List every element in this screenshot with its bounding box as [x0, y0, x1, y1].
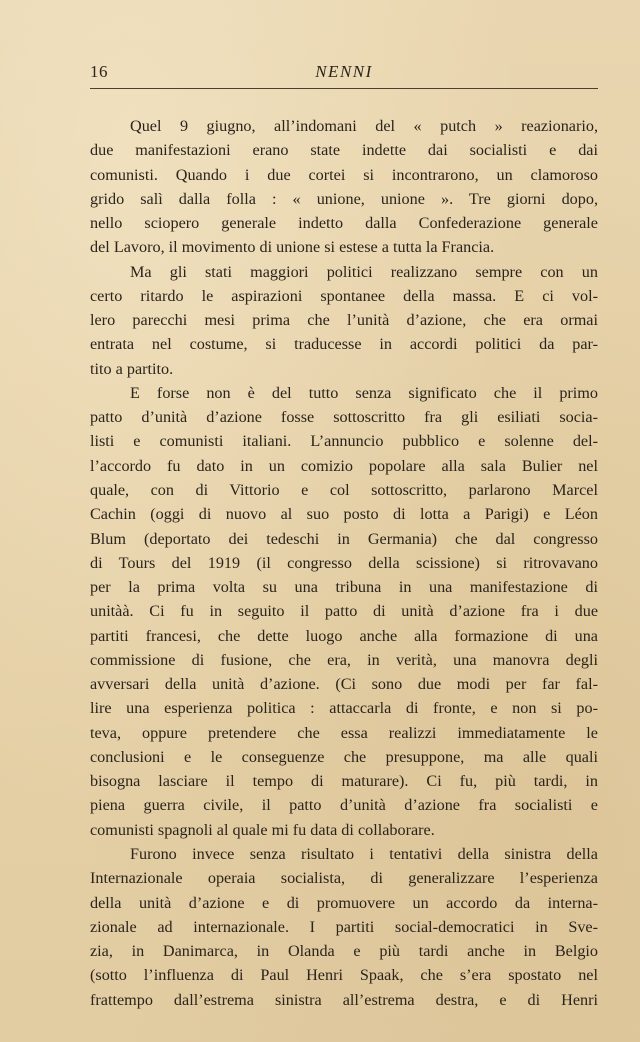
text-line: zionale ad internazionale. I partiti social-democratici in Sve-	[90, 917, 598, 936]
text-line: di Tours del 1919 (il congresso della scissione) si ritrovavano	[90, 553, 598, 572]
page-number: 16	[90, 62, 108, 81]
text-line: entrata nel costume, si traducesse in accordi politici da par-	[90, 335, 598, 354]
running-head	[90, 62, 598, 88]
text-line: piena guerra civile, il patto d’unità d’azione fra socialisti e	[90, 796, 598, 815]
text-line: tito a partito.	[90, 359, 174, 378]
text-line: partiti francesi, che dette luogo anche alla formazione di una	[90, 626, 598, 645]
text-line: (sotto l’influenza di Paul Henri Spaak, che s’era spostato nel	[90, 966, 598, 985]
text-line: l’accordo fu dato in un comizio popolare alla sala Bulier nel	[90, 456, 598, 475]
text-line: Internazionale operaia socialista, di generalizzare l’esperienza	[90, 869, 598, 888]
text-line: E forse non è del tutto senza significato che il primo	[130, 383, 598, 402]
text-line: comunisti spagnoli al quale mi fu data di collaborare.	[90, 820, 435, 839]
text-line: Cachin (oggi di nuovo al suo posto di lotta a Parigi) e Léon	[90, 505, 598, 524]
text-line: del Lavoro, il movimento di unione si estese a tutta la Francia.	[90, 238, 495, 257]
text-line: grido salì dalla folla : « unione, unione ». Tre giorni dopo,	[90, 189, 598, 208]
text-line: Blum (deportato dei tedeschi in Germania) che dal congresso	[90, 529, 598, 548]
text-line: commissione di fusione, che era, in verità, una manovra degli	[90, 650, 598, 669]
text-line: avversari della unità d’azione. (Ci sono due modi per far fal-	[90, 675, 598, 694]
text-line: due manifestazioni erano state indette dai socialisti e dai	[90, 141, 598, 160]
text-line: Ma gli stati maggiori politici realizzano sempre con un	[130, 262, 598, 281]
text-line: unitàà. Ci fu in seguito il patto di unità d’azione fra i due	[90, 602, 598, 621]
text-line: patto d’unità d’azione fosse sottoscritto fra gli esiliati socia-	[90, 408, 598, 427]
text-line: certo ritardo le aspirazioni spontanee della massa. E ci vol-	[90, 286, 598, 305]
text-line: listi e comunisti italiani. L’annuncio pubblico e solenne del-	[90, 432, 598, 451]
text-line: zia, in Danimarca, in Olanda e più tardi anche in Belgio	[90, 942, 598, 961]
text-line: della unità d’azione e di promuovere un accordo da interna-	[90, 893, 598, 912]
text-line: nello sciopero generale indetto dalla Confederazione generale	[90, 214, 598, 233]
text-line: teva, oppure pretendere che essa realizzi immediatamente le	[90, 723, 598, 742]
text-line: Furono invece senza risultato i tentativi della sinistra della	[130, 844, 598, 863]
text-line: bisogna lasciare il tempo di maturare). Ci fu, più tardi, in	[90, 772, 598, 791]
text-line: quale, con di Vittorio e col sottoscritto, parlarono Marcel	[90, 480, 598, 499]
text-line: frattempo dall’estrema sinistra all’estrema destra, e di Henri	[90, 990, 598, 1009]
text-line: Quel 9 giugno, all’indomani del « putch » reazionario,	[130, 117, 598, 135]
text-line: lero parecchi mesi prima che l’unità d’azione, che era ormai	[90, 311, 598, 330]
text-line: lire una esperienza politica : attaccarla di fronte, e non si po-	[90, 699, 598, 718]
text-line: conclusioni e le conseguenze che presuppone, ma alle quali	[90, 747, 598, 766]
body-text	[90, 114, 598, 1012]
header-rule	[90, 88, 598, 89]
running-title: NENNI	[315, 62, 373, 81]
text-line: comunisti. Quando i due cortei si incontrarono, un clamoroso	[90, 165, 598, 184]
text-line: per la prima volta su una tribuna in una manifestazione di	[90, 578, 598, 597]
